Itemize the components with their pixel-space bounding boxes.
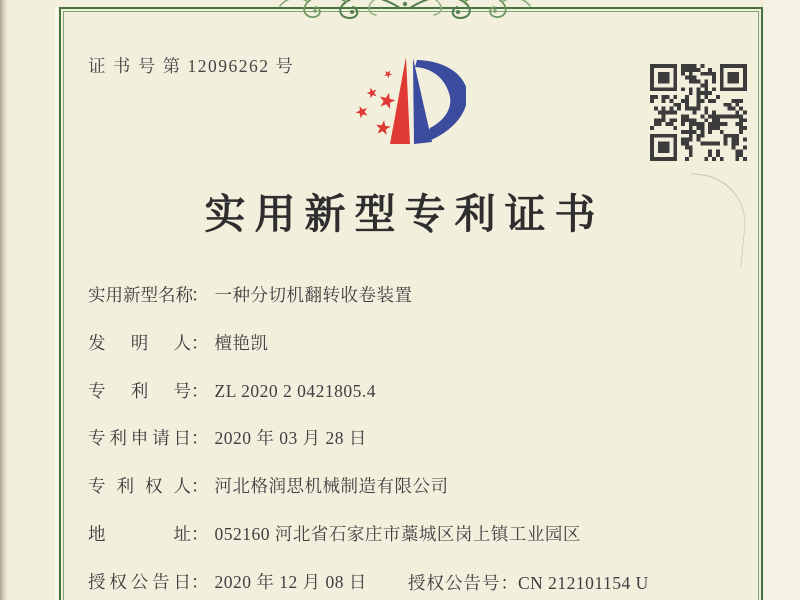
field-label: 专利申请日	[88, 428, 191, 449]
field-colon: ：	[191, 428, 209, 449]
patent-office-logo-icon	[336, 54, 466, 174]
field-rows	[88, 276, 728, 600]
field-row-patent-number	[88, 372, 728, 420]
field-row-patentee	[88, 467, 728, 515]
scan-edge-shadow	[0, 0, 8, 600]
certificate-number: 证 书 号 第 12096262 号	[88, 56, 295, 76]
field-colon: ：	[500, 573, 518, 593]
qr-code	[650, 64, 747, 161]
field-colon: ：	[191, 332, 209, 353]
field-label: 专利权人	[88, 476, 191, 497]
field-label: 授权公告日	[88, 571, 191, 592]
frame-outer-gap	[55, 7, 58, 600]
field-colon: ：	[191, 476, 209, 497]
field-colon: ：	[191, 571, 209, 592]
field-value: 河北格润思机械制造有限公司	[214, 476, 449, 497]
certificate-title: 实用新型专利证书	[204, 191, 605, 237]
field-value: ZL 2020 2 0421805.4	[214, 380, 376, 401]
field-label: 实用新型名称	[88, 285, 193, 305]
field-row-filing-date	[88, 419, 728, 467]
field-colon: ：	[191, 285, 209, 305]
field-colon: ：	[191, 523, 209, 544]
field-label: 发明人	[88, 332, 191, 353]
field-row-address	[88, 515, 728, 563]
field-value: 檀艳凯	[214, 332, 269, 353]
scrollwork-ornament-icon	[278, 0, 532, 24]
field-row-name	[88, 276, 728, 324]
field-value: 052160 河北省石家庄市藁城区岗上镇工业园区	[214, 523, 581, 544]
field-colon: ：	[191, 380, 209, 401]
grant-publication-number	[408, 570, 649, 595]
field-value: 2020 年 03 月 28 日	[214, 428, 367, 449]
field-value: 2020 年 12 月 08 日	[214, 571, 367, 592]
field-row-inventor	[88, 324, 728, 372]
field-label: 专利号	[88, 380, 191, 401]
field-label: 地址	[88, 523, 191, 544]
paper-margin-right	[764, 0, 800, 600]
field-value: 一种分切机翻转收卷装置	[214, 285, 413, 305]
field-label: 授权公告号	[408, 573, 501, 593]
field-value: CN 212101154 U	[518, 573, 649, 593]
